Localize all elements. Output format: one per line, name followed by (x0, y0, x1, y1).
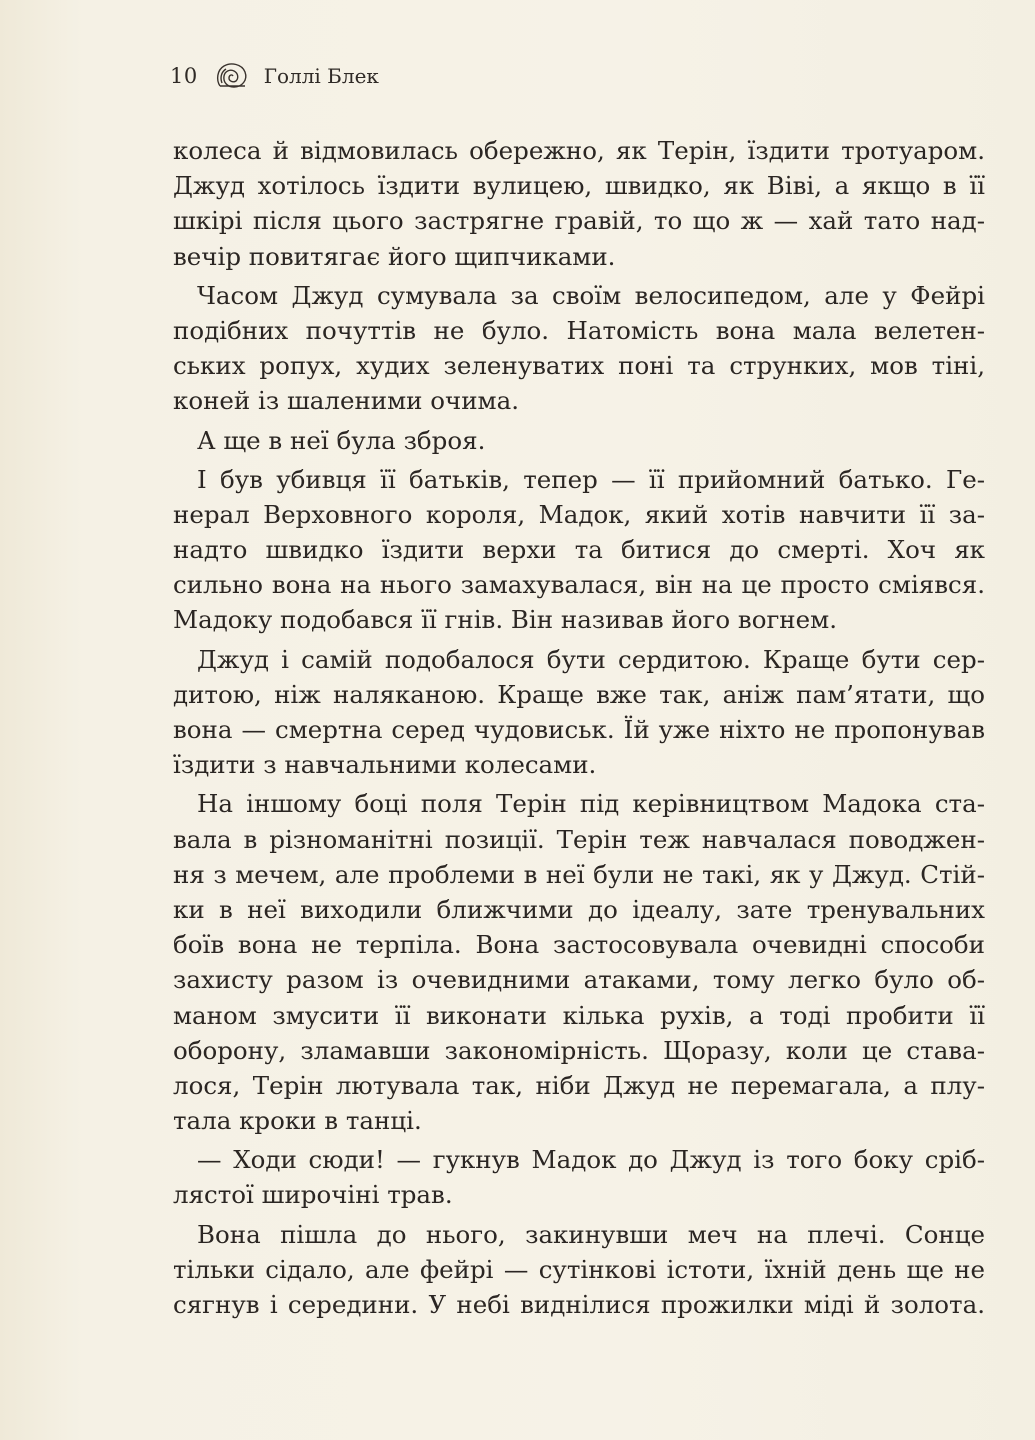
text-line: А ще в неї була зброя. (197, 425, 486, 455)
text-line: вала в різноманітні позиції. Терін теж навчалася поводжен- (173, 824, 985, 854)
text-line: вечір повитягає його щипчиками. (173, 241, 616, 271)
text-line: ських ропух, худих зеленуватих поні та струнких, мов тіні, (173, 351, 985, 381)
text-line: боїв вона не терпіла. Вона застосовувала очевидні способи (173, 930, 985, 960)
text-line: Джуд і самій подобалося бути сердитою. Краще бути сер- (197, 644, 985, 674)
body-text (173, 133, 985, 1322)
text-line: тільки сідало, але фейрі — сутінкові істоти, їхній день ще не (173, 1254, 985, 1284)
text-line: надто швидко їздити верхи та битися до смерті. Хоч як (173, 535, 985, 565)
text-line: маном змусити її виконати кілька рухів, а тоді пробити її (173, 1000, 985, 1030)
running-title: Голлі Блек (263, 64, 379, 88)
page-header (170, 58, 379, 94)
text-line: подібних почуттів не було. Натомість вона мала велетен- (173, 315, 985, 345)
page-number: 10 (170, 64, 198, 88)
text-line: Часом Джуд сумувала за своїм велосипедом, але у Фейрі (197, 280, 985, 310)
text-line: Мадоку подобався її гнів. Він називав його вогнем. (173, 605, 837, 635)
text-line: ки в неї виходили ближчими до ідеалу, зате тренувальних (173, 894, 985, 924)
text-line: захисту разом із очевидними атаками, тому легко було об- (173, 965, 985, 995)
text-line: Джуд хотілось їздити вулицею, швидко, як Віві, а якщо в її (173, 171, 985, 201)
text-line: ня з мечем, але проблеми в неї були не такі, як у Джуд. Стій- (173, 859, 985, 889)
text-line: — Ходи сюди! — гукнув Мадок до Джуд із того боку сріб- (197, 1145, 985, 1175)
text-line: сягнув і середини. У небі виднілися прожилки міді й золота. (173, 1290, 985, 1319)
text-line: тала кроки в танці. (173, 1106, 422, 1136)
text-line: колеса й відмовилась обережно, як Терін, їздити тротуаром. (173, 136, 985, 165)
spiral-shell-icon (214, 60, 250, 92)
text-line: На іншому боці поля Терін під керівництвом Мадока ста- (197, 789, 985, 819)
text-line: коней із шаленими очима. (173, 386, 520, 416)
text-line: нерал Верховного короля, Мадок, який хотів навчити її за- (173, 499, 985, 529)
text-line: вона — смертна серед чудовиськ. Їй уже ніхто не пропонував (173, 715, 985, 744)
text-line: шкірі після цього застрягне гравій, то що ж — хай тато над- (173, 206, 985, 236)
text-line: оборону, зламавши закономірність. Щоразу, коли це става- (173, 1035, 985, 1065)
text-line: сильно вона на нього замахувалася, він на це просто сміявся. (173, 570, 985, 600)
text-line: лося, Терін лютувала так, ніби Джуд не перемагала, а плу- (173, 1070, 985, 1100)
text-line: дитою, ніж наляканою. Краще вже так, аніж пам’ятати, що (173, 679, 985, 709)
text-line: лястої широчіні трав. (173, 1180, 453, 1210)
text-line: їздити з навчальними колесами. (173, 750, 597, 780)
text-line: І був убивця її батьків, тепер — її прийомний батько. Ге- (197, 464, 985, 494)
text-line: Вона пішла до нього, закинувши меч на плечі. Сонце (197, 1219, 985, 1249)
